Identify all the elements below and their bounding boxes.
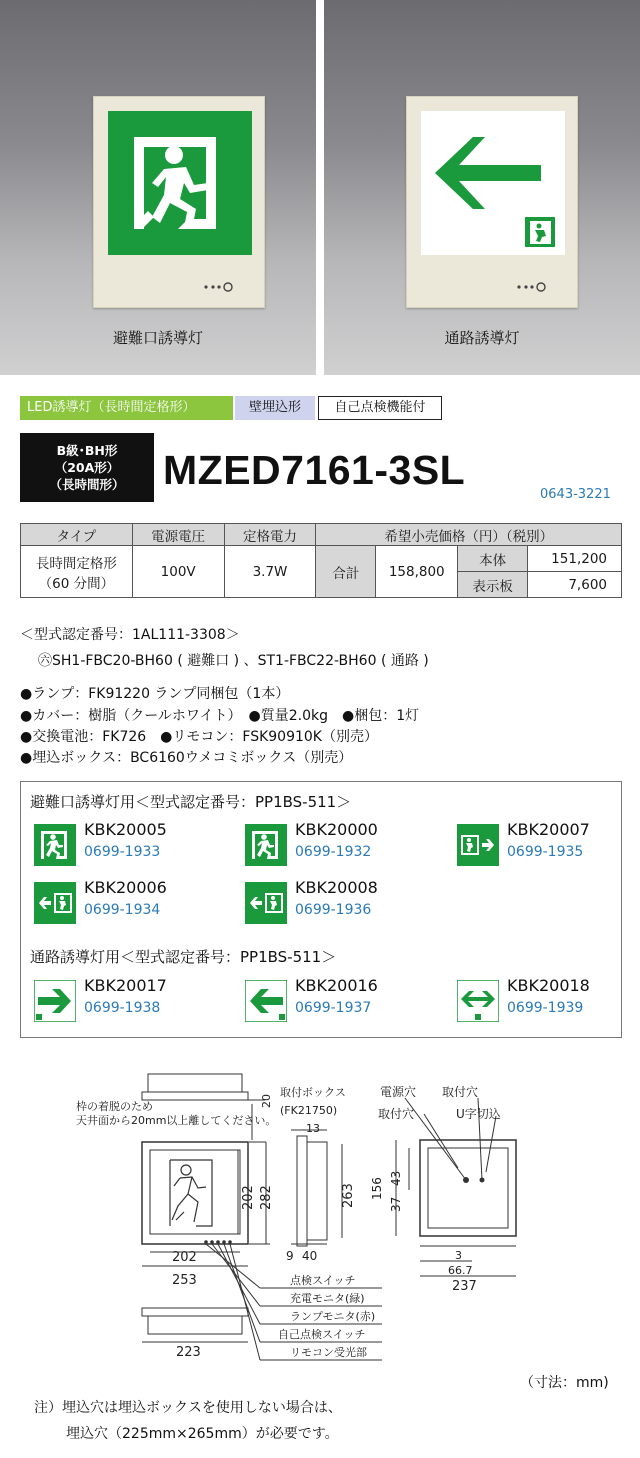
panel-item	[245, 878, 445, 928]
exit-running-man-icon	[34, 824, 76, 866]
dim-202-horizontal: 202	[172, 1250, 197, 1265]
power-hole-label: 電源穴	[380, 1085, 417, 1099]
panel-item	[34, 820, 234, 870]
product-code: 0643-3221	[540, 487, 611, 502]
self-check-badge: 自己点検機能付	[318, 396, 442, 420]
mounting-box-model: (FK21750)	[280, 1104, 338, 1117]
type-line-1: 長時間定格形	[35, 555, 117, 572]
dim-20: 20	[260, 1094, 273, 1108]
total-value-cell: 158,800	[376, 546, 458, 598]
exit-right-arrow-icon	[457, 824, 499, 866]
dim-3: 3	[455, 1249, 462, 1262]
body-value-cell: 151,200	[528, 546, 622, 572]
dim-66-7: 66.7	[448, 1264, 473, 1277]
panel-code: 0699-1935	[507, 844, 584, 860]
panel-item	[34, 976, 234, 1026]
lamp-monitor-label: ランプモニタ(赤)	[290, 1310, 376, 1323]
spec-header-row	[21, 524, 622, 546]
left-arrow-icon	[245, 980, 287, 1022]
panel-item	[457, 976, 640, 1026]
header-price: 希望小売価格（円）（税別）	[316, 524, 622, 546]
left-arrow-sign-icon	[421, 111, 565, 255]
evac-light-caption: 避難口誘導灯	[112, 329, 203, 347]
double-arrow-icon	[457, 980, 499, 1022]
exit-running-man-icon	[245, 824, 287, 866]
panel-value-cell: 7,600	[528, 572, 622, 598]
header-type: タイプ	[21, 524, 133, 546]
frame-note-2: 天井面から20mm以上離してください。	[76, 1114, 277, 1127]
class-box	[20, 433, 154, 502]
feature-line: ●埋込ボックス：BC6160ウメコミボックス（別売）	[20, 750, 353, 766]
panel-code: 0699-1933	[84, 844, 161, 860]
panel-model: KBK20017	[84, 976, 167, 995]
path-light-caption: 通路誘導灯	[444, 329, 520, 347]
dim-223: 223	[176, 1345, 201, 1360]
certification-line-2: ㊅SH1-FBC20-BH60 ( 避難口 ) 、ST1-FBC22-BH60 ( 通路 )	[38, 653, 429, 669]
certification-line-1: ＜型式認定番号：1AL111-3308＞	[20, 627, 240, 643]
panel-code: 0699-1936	[295, 902, 372, 918]
exit-left-arrow-icon	[34, 882, 76, 924]
note-line-2: 埋込穴（225mm×265mm）が必要です。	[66, 1426, 339, 1442]
feature-line: ●ランプ：FK91220 ランプ同梱包（1本）	[20, 686, 290, 702]
panel-item	[457, 820, 640, 870]
class-line-2: （20A形）	[54, 460, 120, 475]
total-label-cell: 合計	[316, 546, 376, 598]
power-cell: 3.7W	[224, 546, 316, 598]
charge-monitor-label: 充電モニタ(緑)	[290, 1292, 365, 1305]
panel-item	[245, 820, 445, 870]
exit-running-man-icon	[170, 1160, 212, 1226]
dim-43: 43	[389, 1170, 403, 1186]
remote-receiver-label: リモコン受光部	[290, 1346, 367, 1359]
body-label-cell: 本体	[458, 546, 528, 572]
dim-40: 40	[302, 1249, 318, 1263]
led-type-badge: LED誘導灯（長時間定格形）	[20, 396, 233, 420]
panel-code: 0699-1934	[84, 902, 161, 918]
header-voltage: 電源電圧	[132, 524, 224, 546]
panel-model: KBK20016	[295, 976, 378, 995]
dim-37: 37	[389, 1196, 403, 1212]
frame-note-1: 枠の着脱のため	[76, 1100, 153, 1113]
panel-code: 0699-1939	[507, 1000, 584, 1016]
indicator-dots-icon	[515, 281, 555, 293]
emergency-exit-sign-icon	[108, 111, 252, 255]
model-number: MZED7161-3SL	[163, 447, 466, 493]
u-slot-label: U字切込	[456, 1107, 501, 1121]
dim-282: 282	[259, 1185, 274, 1210]
panel-item	[34, 878, 234, 928]
panel-code: 0699-1937	[295, 1000, 372, 1016]
panel-model: KBK20005	[84, 820, 167, 839]
note-line-1: 注）埋込穴は埋込ボックスを使用しない場合は、	[34, 1400, 342, 1416]
right-arrow-icon	[34, 980, 76, 1022]
panel-code: 0699-1938	[84, 1000, 161, 1016]
dim-9: 9	[286, 1249, 294, 1263]
dim-202-vertical: 202	[241, 1185, 256, 1210]
dim-253: 253	[172, 1273, 197, 1288]
class-line-1: B級･BH形	[56, 443, 118, 458]
header-power: 定格電力	[224, 524, 316, 546]
panel-code: 0699-1932	[295, 844, 372, 860]
evac-panels-heading: 避難口誘導灯用＜型式認定番号：PP1BS-511＞	[30, 793, 352, 811]
mount-hole-label: 取付穴	[378, 1107, 415, 1121]
path-panels-heading: 通路誘導灯用＜型式認定番号：PP1BS-511＞	[30, 948, 337, 966]
path-light-photo	[324, 0, 640, 375]
check-switch-label: 点検スイッチ	[290, 1274, 356, 1287]
self-check-switch-label: 自己点検スイッチ	[278, 1328, 366, 1341]
evac-light-photo	[0, 0, 316, 375]
dim-263: 263	[341, 1183, 356, 1208]
feature-line: ●カバー：樹脂（クールホワイト） ●質量2.0kg ●梱包：1灯	[20, 708, 420, 724]
dim-13: 13	[306, 1122, 320, 1135]
voltage-cell: 100V	[132, 546, 224, 598]
panel-model: KBK20008	[295, 878, 378, 897]
exit-left-arrow-icon	[245, 882, 287, 924]
spec-table	[20, 523, 622, 598]
panel-model: KBK20006	[84, 878, 167, 897]
evac-light-fixture	[93, 96, 265, 308]
path-light-fixture	[406, 96, 578, 308]
class-line-3: （長時間形）	[49, 477, 125, 492]
panel-item	[245, 976, 445, 1026]
panel-model: KBK20018	[507, 976, 590, 995]
feature-line: ●交換電池：FK726 ●リモコン：FSK90910K（別売）	[20, 729, 378, 745]
wall-mount-badge: 壁埋込形	[235, 396, 315, 420]
panel-label-cell: 表示板	[458, 572, 528, 598]
type-cell	[21, 546, 133, 598]
dimension-drawing	[0, 1060, 640, 1390]
unit-note: （寸法：mm)	[520, 1375, 609, 1391]
dim-237: 237	[452, 1279, 477, 1294]
spec-row	[21, 546, 622, 572]
mounting-box-label: 取付ボックス	[280, 1086, 346, 1099]
panel-model: KBK20000	[295, 820, 378, 839]
indicator-dots-icon	[202, 281, 242, 293]
type-line-2: （60 分間）	[38, 575, 115, 592]
panel-model: KBK20007	[507, 820, 590, 839]
dim-156: 156	[370, 1177, 384, 1200]
mount-hole-label-top: 取付穴	[442, 1085, 479, 1099]
